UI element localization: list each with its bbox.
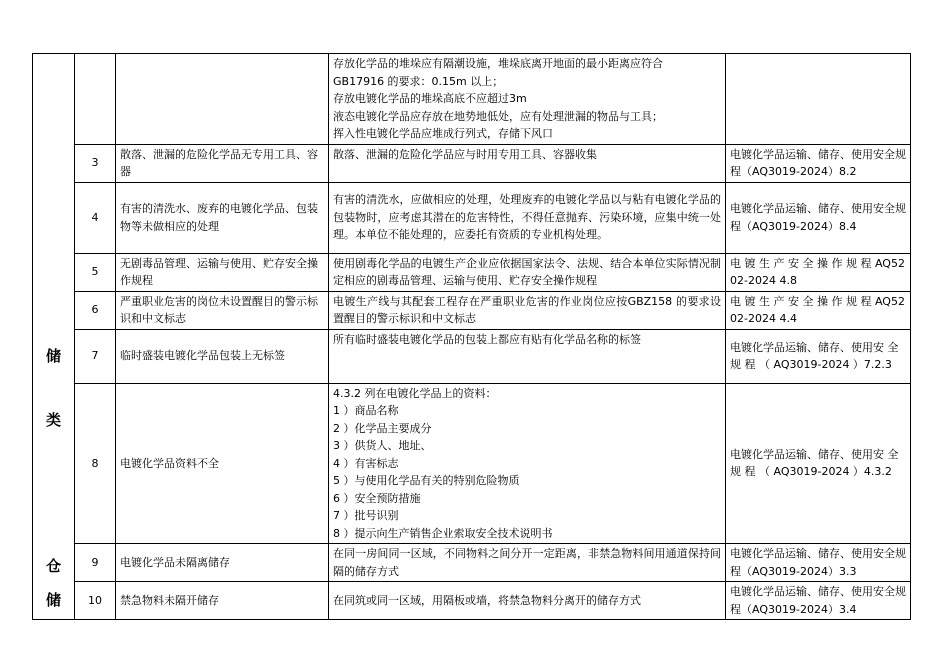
regulation-basis: 电镀化学品运输、储存、使用安 全 规 程 （ AQ3019-2024 ）7.2.3: [726, 329, 911, 383]
row-number: 8: [75, 383, 116, 544]
hazard-description: 散落、泄漏的危险化学品无专用工具、容器: [116, 144, 329, 182]
hazard-description: 电镀化学品未隔离储存: [116, 544, 329, 582]
category-cell: [33, 54, 75, 620]
regulation-basis: 电镀化学品运输、储存、使用安 全 规 程 （ AQ3019-2024 ）4.3.2: [726, 383, 911, 544]
regulation-basis: [726, 54, 911, 145]
table-row: [33, 253, 911, 291]
regulation-basis: 电镀化学品运输、储存、使用安全规程（AQ3019-2024）8.2: [726, 144, 911, 182]
requirement-text: 有害的清洗水，应做相应的处理，处理废弃的电镀化学品以与粘有电镀化学品的包装物时，应考虑其潜在的危害特性，不得任意抛弃、污染环境，应集中统一处理。本单位不能处理的，应委托有资质的专业机构处理。: [329, 182, 726, 253]
regulation-basis: 电镀化学品运输、储存、使用安全规程（AQ3019-2024）8.4: [726, 182, 911, 253]
row-number: 5: [75, 253, 116, 291]
table-row: [33, 54, 911, 145]
hazard-description: 电镀化学品资料不全: [116, 383, 329, 544]
requirement-text: 在同一房间同一区域，不同物料之间分开一定距离，非禁急物料间用通道保持间隔的储存方式: [329, 544, 726, 582]
table-row: [33, 544, 911, 582]
hazard-description: 临时盛装电镀化学品包装上无标签: [116, 329, 329, 383]
hazard-description: [116, 54, 329, 145]
regulation-basis: 电 镀 生 产 安 全 操 作 规 程 AQ5202-2024 4.8: [726, 253, 911, 291]
row-number: 7: [75, 329, 116, 383]
row-number: 10: [75, 582, 116, 620]
requirement-line: 挥入性电镀化学品应堆成行列式，存储下风口: [333, 127, 553, 140]
requirement-line: 液态电镀化学品应存放在地势地低处，应有处理泄漏的物品与工具；: [333, 109, 663, 123]
requirement-text: 散落、泄漏的危险化学品应与时用专用工具、容器收集: [329, 144, 726, 182]
row-number: 6: [75, 291, 116, 329]
hazard-table: [32, 53, 911, 620]
requirement-text: 在同筑或同一区域，用隔板或墙，将禁急物料分离开的储存方式: [329, 582, 726, 620]
table-row: [33, 582, 911, 620]
requirement-line: 4.3.2 列在电镀化学品上的资料：: [333, 386, 497, 400]
requirement-line: GB17916 的要求：0.15m 以上；: [333, 74, 504, 88]
requirement-line: 4 ）有害标志: [333, 456, 399, 470]
table-row: [33, 291, 911, 329]
requirement-line: 3 ）供货人、地址、: [333, 439, 432, 452]
requirement-cell: [329, 383, 726, 544]
regulation-basis: 电镀化学品运输、储存、使用安全规程（AQ3019-2024）3.4: [726, 582, 911, 620]
category-char: 储: [45, 346, 61, 365]
requirement-cell: [329, 54, 726, 145]
regulation-basis: 电镀化学品运输、储存、使用安全规程（AQ3019-2024）3.3: [726, 544, 911, 582]
row-number: 9: [75, 544, 116, 582]
table-row: [33, 144, 911, 182]
requirement-line: 6 ）安全预防措施: [333, 491, 421, 505]
requirement-line: 1 ）商品名称: [333, 404, 399, 417]
table-row: [33, 383, 911, 544]
hazard-description: 无剧毒品管理、运输与使用、贮存安全操作规程: [116, 253, 329, 291]
regulation-basis: 电 镀 生 产 安 全 操 作 规 程 AQ5202-2024 4.4: [726, 291, 911, 329]
hazard-description: 严重职业危害的岗位未设置醒目的警示标识和中文标志: [116, 291, 329, 329]
category-char: 类: [45, 410, 61, 429]
table-row: [33, 182, 911, 253]
hazard-description: 有害的清洗水、废弃的电镀化学品、包装物等未做相应的处理: [116, 182, 329, 253]
row-number: [75, 54, 116, 145]
hazard-description: 禁急物料未隔开储存: [116, 582, 329, 620]
table-row: [33, 329, 911, 383]
requirement-line: 存放化学品的堆垛应有隔潮设施，堆垛底离开地面的最小距离应符合: [333, 57, 663, 70]
requirement-line: 8 ）提示向生产销售企业索取安全技术说明书: [333, 526, 553, 540]
category-char: 仓: [45, 556, 61, 575]
requirement-line: 5 ）与使用化学品有关的特别危险物质: [333, 474, 520, 487]
requirement-line: 2 ）化学品主要成分: [333, 421, 432, 435]
requirement-text: 使用剧毒化学品的电镀生产企业应依据国家法令、法规、结合本单位实际情况制定相应的剧毒品管理、运输与使用、贮存安全操作规程: [329, 253, 726, 291]
row-number: 3: [75, 144, 116, 182]
requirement-line: 7 ）批号识别: [333, 509, 399, 522]
requirement-line: 存放电镀化学品的堆垛高底不应超过3m: [333, 92, 527, 105]
row-number: 4: [75, 182, 116, 253]
category-char: 储: [45, 590, 61, 609]
requirement-text: 电镀生产线与其配套工程存在严重职业危害的作业岗位应按GBZ158 的要求设置醒目的警示标识和中文标志: [329, 291, 726, 329]
requirement-text: 所有临时盛装电镀化学品的包装上都应有贴有化学品名称的标签: [329, 329, 726, 383]
